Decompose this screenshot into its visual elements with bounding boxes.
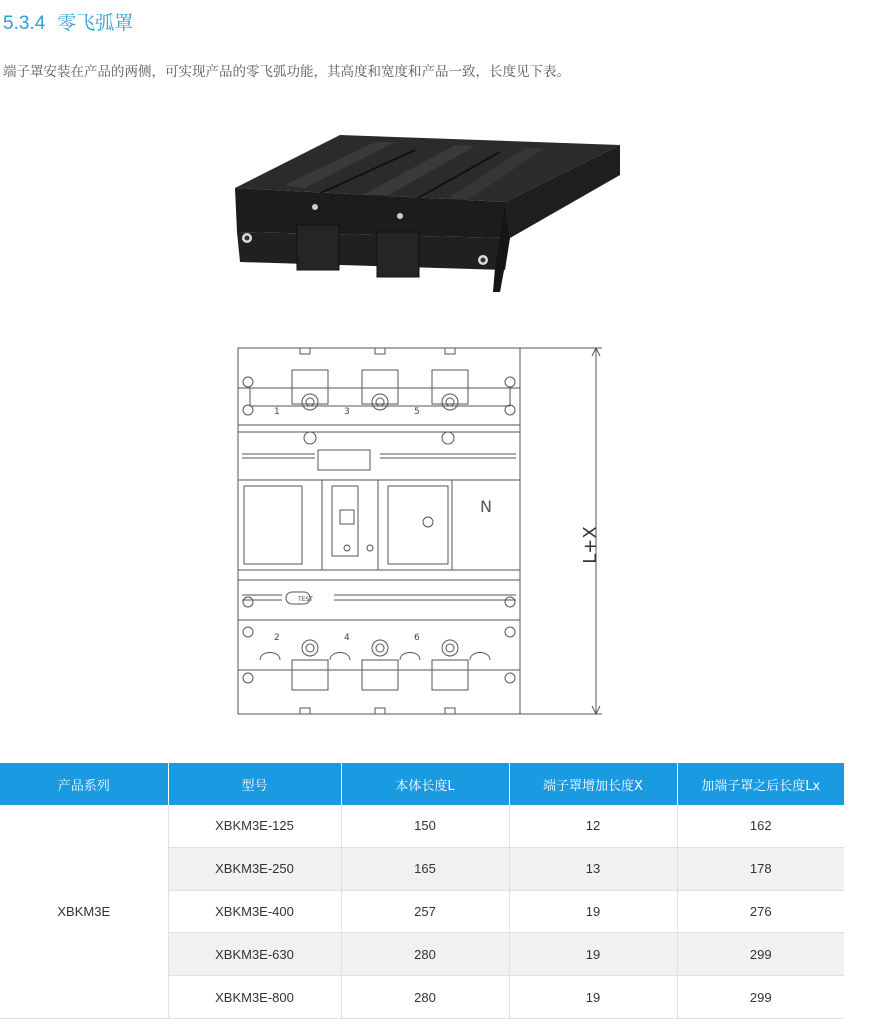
- section-title: 零飞弧罩: [57, 13, 134, 34]
- intro-paragraph: 端子罩安装在产品的两侧，可实现产品的零飞弧功能，其高度和宽度和产品一致，长度见下表。: [3, 64, 570, 80]
- terminal-label: 6: [414, 633, 420, 643]
- added-length-cell: 19: [509, 933, 677, 976]
- breaker-outline-drawing: [230, 340, 620, 720]
- total-length-cell: 276: [677, 890, 844, 933]
- col-header: 加端子罩之后长度Lx: [677, 763, 844, 805]
- terminal-cover-photo: [225, 120, 625, 305]
- model-cell: XBKM3E-125: [168, 805, 341, 847]
- n-pole-label: N: [480, 497, 492, 516]
- length-cell: 150: [341, 805, 509, 847]
- total-length-cell: 299: [677, 933, 844, 976]
- dimension-label: L+X: [580, 526, 601, 564]
- section-number: 5.3.4: [3, 13, 46, 34]
- col-header: 产品系列: [0, 763, 168, 805]
- model-cell: XBKM3E-800: [168, 976, 341, 1019]
- terminal-label: 1: [274, 407, 280, 417]
- length-cell: 257: [341, 890, 509, 933]
- terminal-label: 5: [414, 407, 420, 417]
- table-row: [0, 805, 844, 847]
- table-header-row: [0, 763, 844, 805]
- terminal-label: 3: [344, 407, 350, 417]
- length-cell: 165: [341, 847, 509, 890]
- series-cell: XBKM3E: [0, 805, 168, 1018]
- model-cell: XBKM3E-400: [168, 890, 341, 933]
- length-cell: 280: [341, 976, 509, 1019]
- col-header: 型号: [168, 763, 341, 805]
- terminal-label: 4: [344, 633, 350, 643]
- added-length-cell: 19: [509, 890, 677, 933]
- test-label: TEST: [298, 596, 313, 603]
- total-length-cell: 299: [677, 976, 844, 1019]
- added-length-cell: 12: [509, 805, 677, 847]
- length-cell: 280: [341, 933, 509, 976]
- total-length-cell: 178: [677, 847, 844, 890]
- col-header: 本体长度L: [341, 763, 509, 805]
- added-length-cell: 13: [509, 847, 677, 890]
- model-cell: XBKM3E-630: [168, 933, 341, 976]
- col-header: 端子罩增加长度X: [509, 763, 677, 805]
- length-table: [0, 763, 844, 1019]
- terminal-label: 2: [274, 633, 280, 643]
- section-heading: [3, 8, 133, 35]
- model-cell: XBKM3E-250: [168, 847, 341, 890]
- added-length-cell: 19: [509, 976, 677, 1019]
- total-length-cell: 162: [677, 805, 844, 847]
